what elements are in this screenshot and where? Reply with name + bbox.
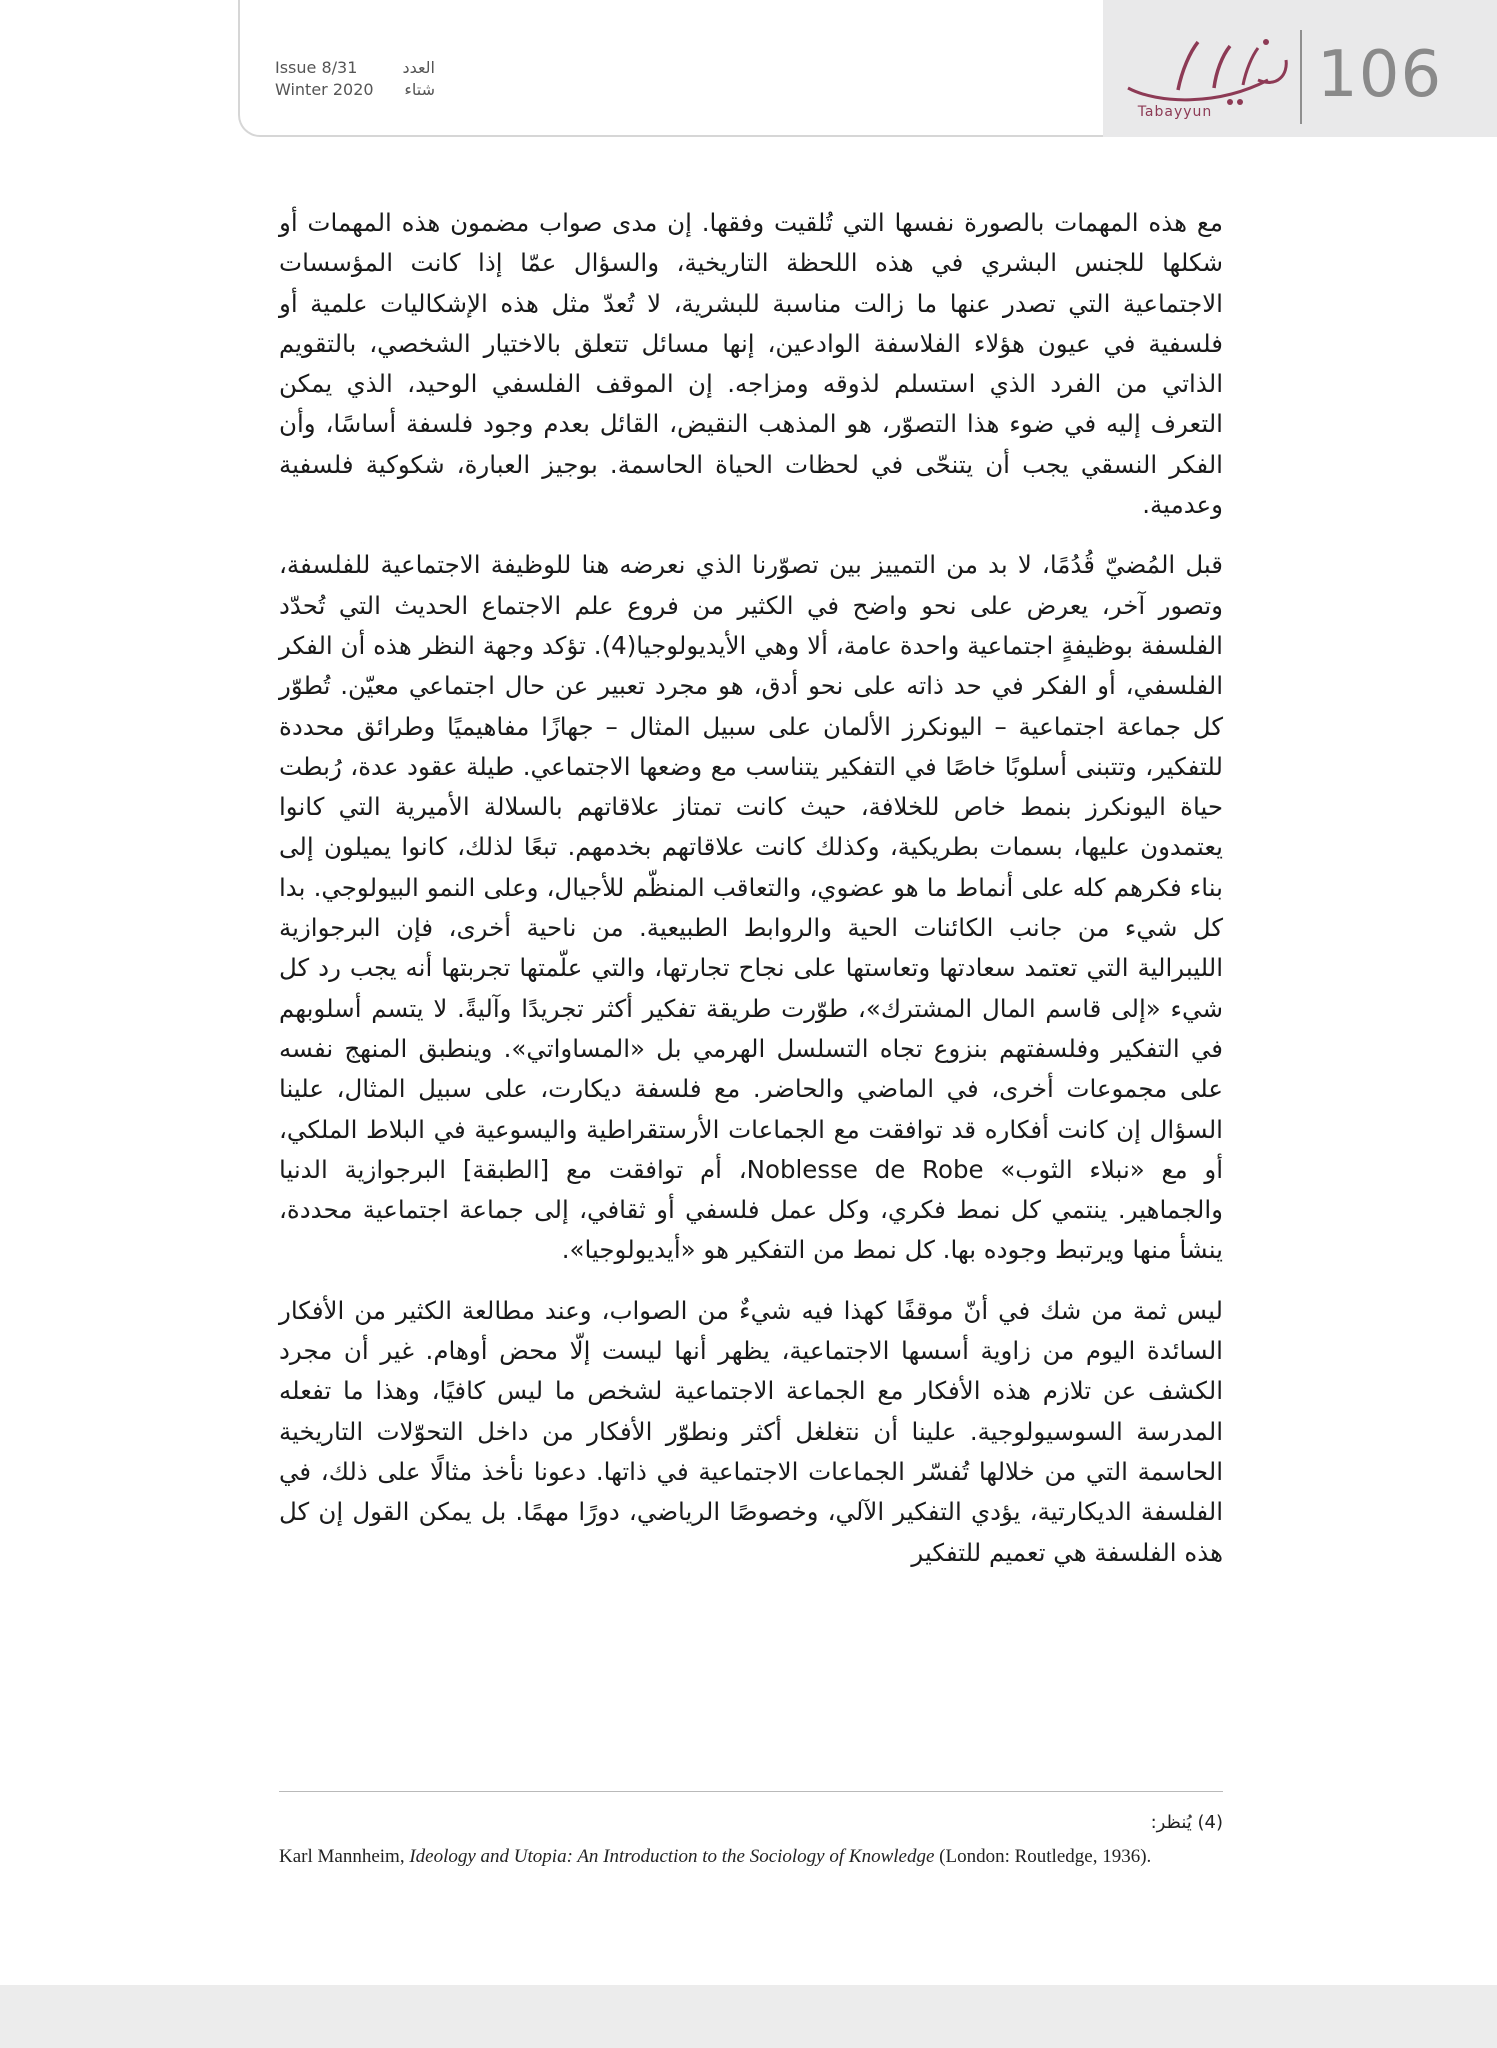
- footnote-title: Ideology and Utopia: An Introduction to the Sociology of Knowledge: [409, 1846, 935, 1867]
- footnote-author: Karl Mannheim,: [279, 1846, 410, 1867]
- footnote-publication: (London: Routledge, 1936).: [934, 1846, 1152, 1867]
- logo-latin-text: Tabayyun: [1137, 104, 1213, 120]
- paragraph-3: ليس ثمة من شك في أنّ موقفًا كهذا فيه شيءٌ من الصواب، وعند مطالعة الكثير من الأفكار السائدة اليوم من زاوية أسسها الاجتماعية، يظهر أنها ليست إلّا محض أوهام. غير أن مجرد الكشف عن تلازم هذه الأفكار مع الجماعة الاجتماعية لشخص ما ليس كافيًا، وهذا ما تفعله المدرسة السوسيولوجية. علينا أن نتغلغل أكثر ونطوّر الأفكار من داخل التحوّلات التاريخية الحاسمة التي من خلالها تُفسّر الجماعات الاجتماعية في ذاتها. دعونا نأخذ مثالًا على ذلك، في الفلسفة الديكارتية، يؤدي التفكير الآلي، وخصوصًا الرياضي، دورًا مهمًا. بل يمكن القول إن كل هذه الفلسفة هي تعميم للتفكير: [279, 1295, 1223, 1567]
- article-body: [279, 203, 1223, 1573]
- issue-label-ar: العدد: [402, 58, 435, 77]
- page-number: 106: [1317, 38, 1443, 112]
- footnote-divider: [279, 1791, 1223, 1792]
- season-label-ar: شتاء: [404, 80, 435, 99]
- paragraph-2: قبل المُضيّ قُدُمًا، لا بد من التمييز بين تصوّرنا الذي نعرضه هنا للوظيفة الاجتماعية للفلسفة، وتصور آخر، يعرض على نحو واضح في الكثير من فروع علم الاجتماع الحديث التي تُحدّد الفلسفة بوظيفةٍ اجتماعية واحدة عامة، ألا وهي الأيديولوجيا(4). تؤكد وجهة النظر هذه أن الفكر الفلسفي، أو الفكر في حد ذاته على نحو أدق، هو مجرد تعبير عن حال اجتماعي معيّن. تُطوّر كل جماعة اجتماعية – اليونكرز الألمان على سبيل المثال – جهازًا مفاهيميًا وطرائق محددة للتفكير، وتتبنى أسلوبًا خاصًا في التفكير يتناسب مع وضعها الاجتماعي. طيلة عقود عدة، رُبطت حياة اليونكرز بنمط خاص للخلافة، حيث كانت تمتاز علاقاتهم بالسلالة الأميرية التي كانوا يعتمدون عليها، بسمات بطريكية، وكذلك كانت علاقاتهم بخدمهم. تبعًا لذلك، كانوا يميلون إلى بناء فكرهم كله على أنماط ما هو عضوي، والتعاقب المنظّم للأجيال، وعلى النمو البيولوجي. بدا كل شيء من جانب الكائنات الحية والروابط الطبيعية. من ناحية أخرى، فإن البرجوازية الليبرالية التي تعتمد سعادتها وتعاستها على نجاح تجارتها، والتي علّمتها تجربتها أنه يجب رد كل شيء «إلى قاسم المال المشترك»، طوّرت طريقة تفكير أكثر تجريدًا وآليةً. لا يتسم أسلوبهم في التفكير وفلسفتهم بنزوع تجاه التسلسل الهرمي بل «المساواتي». وينطبق المنهج نفسه على مجموعات أخرى، في الماضي والحاضر. مع فلسفة ديكارت، على سبيل المثال، علينا السؤال إن كانت أفكاره قد توافقت مع الجماعات الأرستقراطية واليسوعية في البلاط الملكي، أو مع «نبلاء الثوب» Noblesse de Robe، أم توافقت مع [الطبقة] البرجوازية الدنيا والجماهير. ينتمي كل نمط فكري، وكل عمل فلسفي أو ثقافي، إلى جماعة اجتماعية محددة، ينشأ منها ويرتبط وجوده بها. كل نمط من التفكير هو «أيديولوجيا».: [279, 550, 1224, 1265]
- issue-label-en: Issue 8/31: [275, 58, 358, 77]
- paragraph-1: مع هذه المهمات بالصورة نفسها التي تُلقيت وفقها. إن مدى صواب مضمون هذه المهمات أو شكلها للجنس البشري في هذه اللحظة التاريخية، والسؤال عمّا إذا كانت المؤسسات الاجتماعية التي تصدر عنها ما زالت مناسبة للبشرية، لا تُعدّ مثل هذه الإشكاليات علمية أو فلسفية في عيون هؤلاء الفلاسفة الوادعين، إنها مسائل تتعلق بالاختيار الشخصي، بالتقويم الذاتي من الفرد الذي استسلم لذوقه ومزاجه. إن الموقف الفلسفي الوحيد، الذي يمكن التعرف إليه في ضوء هذا التصوّر، هو المذهب النقيض، القائل بعدم وجود فلسفة أساسًا، وأن الفكر النسقي يجب أن يتنحّى في لحظات الحياة الحاسمة. بوجيز العبارة، شكوكية فلسفية وعدمية.: [279, 208, 1223, 520]
- footnote: [279, 1806, 1223, 1874]
- footnote-reference: [279, 1840, 1223, 1874]
- page-bottom-band: [0, 1985, 1497, 2048]
- header-divider: [1300, 30, 1302, 124]
- season-label-en: Winter 2020: [275, 80, 374, 99]
- footnote-label: (4) يُنظر:: [1150, 1812, 1223, 1833]
- issue-info: [275, 57, 435, 101]
